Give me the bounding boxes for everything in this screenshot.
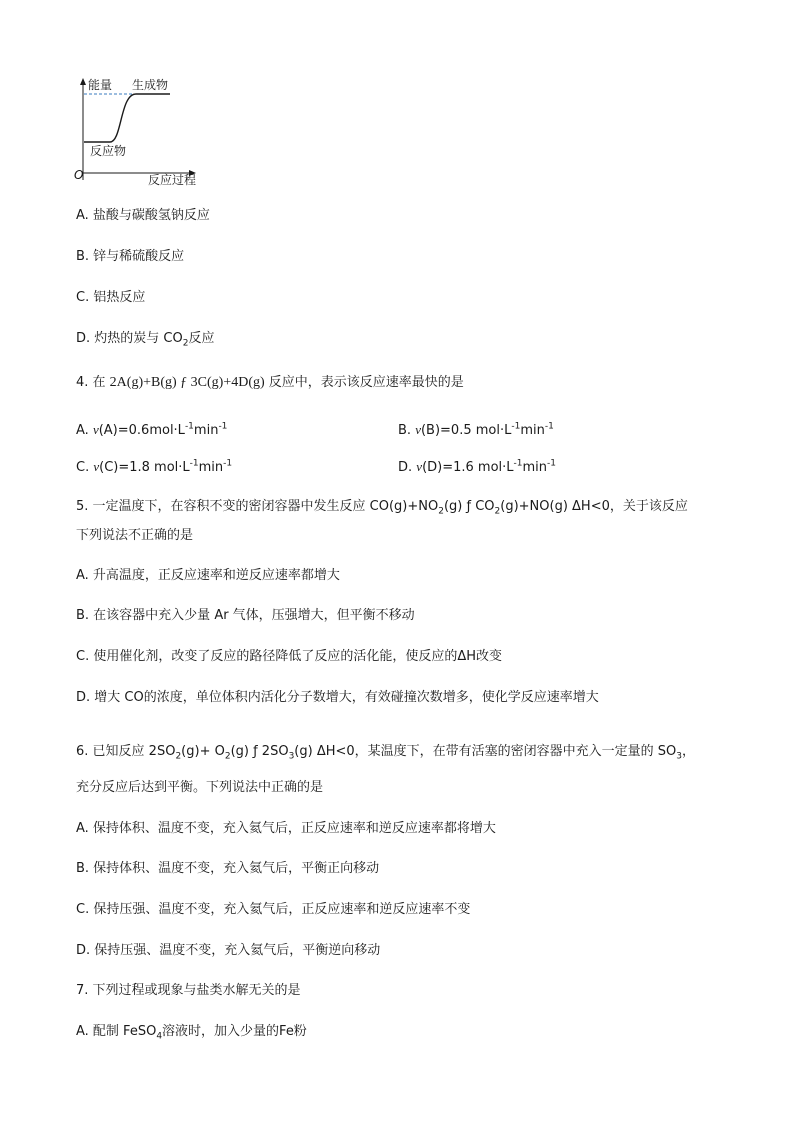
option-value: (B)=0.5 mol·L [420, 423, 512, 438]
q5-stem-part: 5. 一定温度下，在容积不变的密闭容器中发生反应 CO(g)+NO [76, 499, 439, 514]
q4-option-b [398, 421, 554, 440]
energy-curve [84, 94, 170, 142]
q4-stem-suffix: 反应中，表示该反应速率最快的是 [264, 375, 464, 390]
q6-stem-part: ， [682, 744, 696, 759]
q5-stem-line1 [76, 498, 688, 516]
subscript: 2 [182, 338, 189, 349]
q6-option-b: B. 保持体积、温度不变，充入氦气后，平衡正向移动 [76, 861, 380, 876]
q6-option-a: A. 保持体积、温度不变，充入氦气后，正反应速率和逆反应速率都将增大 [76, 821, 496, 836]
q5-stem-line2: 下列说法不正确的是 [76, 528, 194, 543]
product-label: 生成物 [132, 78, 169, 92]
q3-option-b: B. 锌与稀硫酸反应 [76, 249, 185, 264]
q4-stem-prefix: 4. 在 [76, 375, 110, 390]
superscript: -1 [223, 458, 233, 469]
q6-stem-part: (g) ΔH<0，某温度下，在带有活塞的密闭容器中充入一定量的 SO [294, 744, 677, 759]
x-axis-label: 反应过程 [148, 173, 197, 187]
superscript: -1 [544, 421, 554, 432]
q5-option-c: C. 使用催化剂，改变了反应的路径降低了反应的活化能，使反应的ΔH改变 [76, 649, 503, 664]
q5-option-d: D. 增大 CO的浓度，单位体积内活化分子数增大，有效碰撞次数增多，使化学反应速率增大 [76, 690, 599, 705]
option-letter: D. [398, 460, 417, 475]
q6-stem-part: (g) ƒ 2SO [230, 744, 289, 759]
q6-stem-line2: 充分反应后达到平衡。下列说法中正确的是 [76, 780, 324, 795]
superscript: -1 [184, 421, 194, 432]
q4-option-d [398, 458, 556, 477]
option-unit: min [193, 423, 219, 438]
option-unit: min [520, 423, 545, 438]
option-letter: A. [76, 423, 93, 438]
subscript: 2 [224, 751, 231, 762]
q4-option-c [76, 458, 232, 477]
q3-option-a: A. 盐酸与碳酸氢钠反应 [76, 208, 210, 223]
q3-option-d-suffix: 反应 [188, 331, 215, 346]
rate-symbol: v [92, 422, 99, 437]
q4-option-a [76, 421, 227, 440]
energy-diagram [70, 70, 230, 190]
q4-stem [76, 374, 464, 392]
y-axis-label: 能量 [88, 78, 113, 92]
option-value: (D)=1.6 mol·L [422, 460, 514, 475]
origin-label: O [74, 168, 84, 182]
subscript: 3 [676, 751, 683, 762]
rate-symbol: v [415, 422, 421, 437]
option-letter: B. [398, 423, 416, 438]
q5-stem-part: (g)+NO(g) ΔH<0，关于该反应 [500, 499, 688, 514]
option-unit: min [198, 460, 224, 475]
rate-symbol: v [416, 459, 423, 474]
q6-option-c: C. 保持压强、温度不变，充入氦气后，正反应速率和逆反应速率不变 [76, 902, 471, 917]
q6-option-d: D. 保持压强、温度不变，充入氦气后，平衡逆向移动 [76, 943, 381, 958]
q7-stem: 7. 下列过程或现象与盐类水解无关的是 [76, 983, 301, 998]
option-unit: min [522, 460, 548, 475]
q4-equation: 2A(g)+B(g) ƒ 3C(g)+4D(g) [109, 375, 265, 390]
q6-stem-part: (g)+ O [181, 744, 225, 759]
q7-option-a-prefix: A. 配制 FeSO [76, 1024, 157, 1039]
q6-stem-line1 [76, 743, 695, 761]
q6-stem-part: 6. 已知反应 2SO [76, 744, 176, 759]
q5-option-b: B. 在该容器中充入少量 Ar 气体，压强增大，但平衡不移动 [76, 608, 415, 623]
q5-option-a: A. 升高温度，正反应速率和逆反应速率都增大 [76, 568, 340, 583]
option-letter: C. [76, 460, 94, 475]
y-axis-arrow [80, 78, 86, 85]
superscript: -1 [547, 458, 557, 469]
subscript: 4 [156, 1031, 163, 1042]
superscript: -1 [511, 421, 521, 432]
subscript: 3 [288, 751, 295, 762]
option-value: (A)=0.6mol·L [98, 423, 185, 438]
subscript: 2 [175, 751, 182, 762]
subscript: 2 [438, 506, 444, 517]
q7-option-a-suffix: 溶液时，加入少量的Fe粉 [162, 1024, 307, 1039]
option-value: (C)=1.8 mol·L [99, 460, 190, 475]
reactant-label: 反应物 [90, 144, 127, 158]
q5-stem-part: (g) ƒ CO [443, 499, 495, 514]
superscript: -1 [218, 421, 228, 432]
rate-symbol: v [93, 459, 100, 474]
q7-option-a [76, 1023, 307, 1041]
subscript: 2 [494, 506, 501, 517]
q3-option-d-prefix: D. 灼热的炭与 CO [76, 331, 183, 346]
q3-option-c: C. 铝热反应 [76, 290, 146, 305]
superscript: -1 [513, 458, 523, 469]
q3-option-d [76, 330, 214, 348]
superscript: -1 [189, 458, 199, 469]
